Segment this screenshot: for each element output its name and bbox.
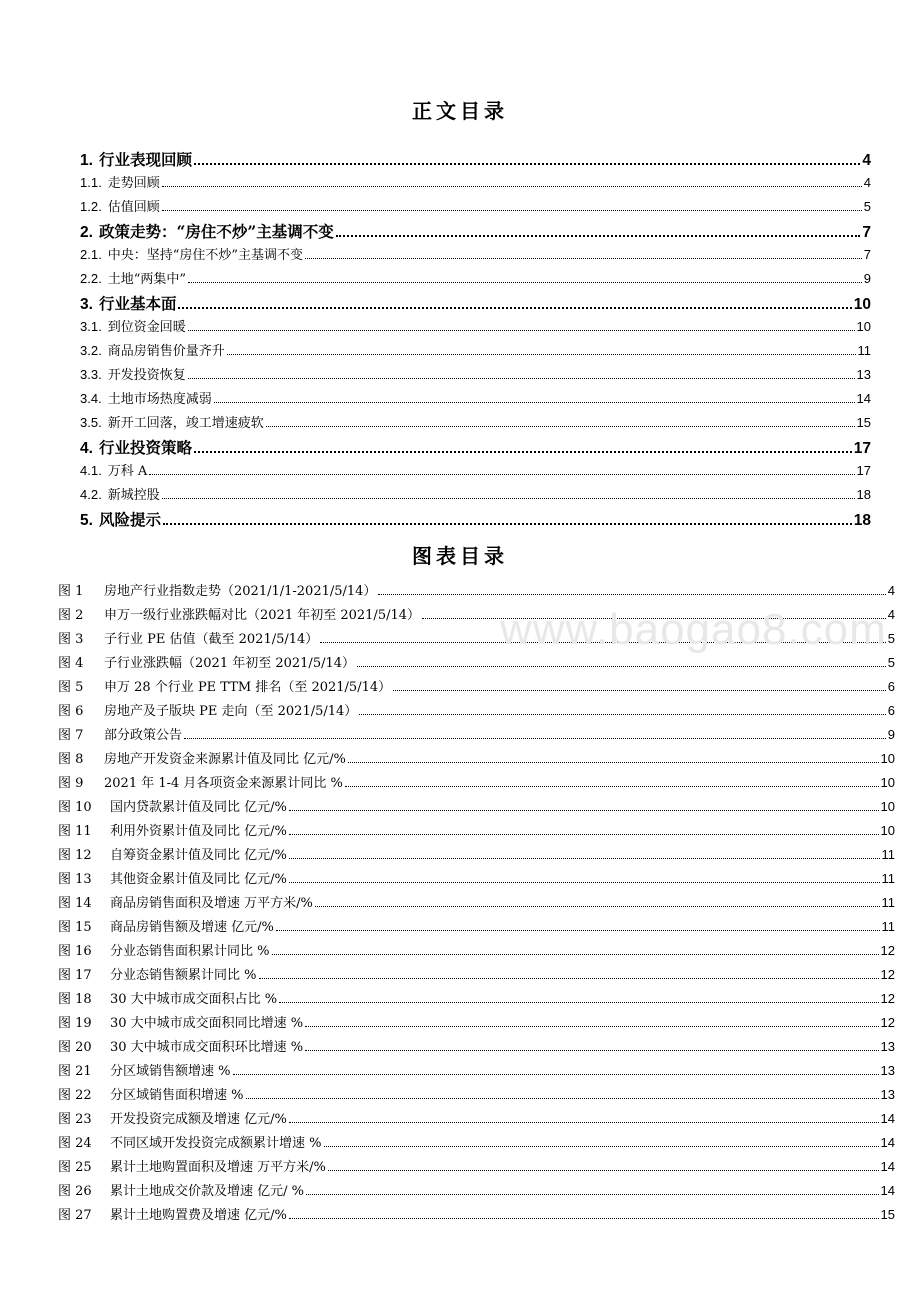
dot-leader (359, 714, 885, 715)
figure-page: 14 (880, 1159, 895, 1174)
dot-leader (289, 858, 880, 859)
figure-entry-label (58, 772, 343, 791)
figure-title: 商品房销售面积及增速 万平方米/% (110, 896, 313, 911)
dot-leader (188, 330, 855, 331)
figure-number: 图 12 (58, 848, 92, 863)
dot-leader (289, 882, 880, 883)
toc-entry-text: 土地市场热度减弱 (107, 392, 212, 407)
toc-entry[interactable] (80, 388, 871, 407)
dot-leader (324, 1146, 879, 1147)
dot-leader (305, 1026, 878, 1027)
toc-entry-number: 2.1. (80, 247, 102, 262)
figure-number: 图 11 (58, 824, 92, 839)
dot-leader (162, 210, 862, 211)
toc-entry-page: 4 (862, 152, 871, 169)
figure-number: 图 26 (58, 1184, 92, 1199)
figure-entry-label (58, 700, 357, 719)
toc-entry-page: 14 (856, 391, 871, 406)
figure-entry-label (58, 604, 420, 623)
dot-leader (276, 930, 880, 931)
dot-leader (194, 163, 860, 165)
toc-entry-page: 10 (856, 319, 871, 334)
toc-entry-label (80, 460, 147, 479)
figure-entry-label (58, 988, 277, 1007)
dot-leader (266, 426, 855, 427)
figure-title: 利用外资累计值及同比 亿元/% (110, 824, 287, 839)
toc-entry-number: 4.2. (80, 487, 102, 502)
figure-entry-label (58, 892, 313, 911)
dot-leader (289, 810, 879, 811)
dot-leader (163, 523, 852, 525)
toc-entry[interactable] (80, 244, 871, 263)
toc-entry-text: 土地“两集中” (107, 272, 186, 287)
toc-entry[interactable] (80, 292, 871, 314)
toc-entry-number: 3.2. (80, 343, 102, 358)
toc-entry[interactable] (80, 340, 871, 359)
figure-title: 30 大中城市成交面积环比增速 % (110, 1040, 304, 1055)
figure-entry-label (58, 1084, 244, 1103)
figure-page: 10 (880, 751, 895, 766)
toc-entry-page: 7 (862, 224, 871, 241)
toc-entry-page: 18 (856, 487, 871, 502)
figure-page: 13 (880, 1039, 895, 1054)
figure-title: 子行业涨跌幅（2021 年初至 2021/5/14） (104, 656, 356, 671)
figure-number: 图 25 (58, 1160, 92, 1175)
figure-entry-label (58, 940, 270, 959)
figure-number: 图 8 (58, 752, 84, 767)
dot-leader (184, 738, 886, 739)
figure-title: 申万 28 个行业 PE TTM 排名（至 2021/5/14） (104, 680, 392, 695)
figure-title: 自筹资金累计值及同比 亿元/% (110, 848, 287, 863)
dot-leader (357, 666, 886, 667)
toc-entry-label (80, 244, 303, 263)
figure-entry[interactable] (58, 844, 895, 863)
dot-leader (178, 307, 851, 309)
figure-entry-label (58, 652, 355, 671)
figure-title: 国内贷款累计值及同比 亿元/% (110, 800, 287, 815)
dot-leader (305, 1050, 878, 1051)
toc-entry-page: 17 (853, 440, 871, 457)
toc-entry[interactable] (80, 220, 871, 242)
figure-entry-label (58, 1204, 287, 1223)
dot-leader (315, 906, 880, 907)
toc-entry-page: 18 (853, 512, 871, 529)
toc-entry-label (80, 148, 192, 170)
figure-page: 12 (880, 943, 895, 958)
toc-entry-number: 2. (80, 224, 93, 241)
figure-entry-label (58, 1060, 231, 1079)
figure-entry-label (58, 628, 318, 647)
toc-entry[interactable] (80, 172, 871, 191)
toc-entry-page: 10 (853, 296, 871, 313)
toc-entry[interactable] (80, 484, 871, 503)
dot-leader (289, 1218, 879, 1219)
figure-title: 30 大中城市成交面积同比增速 % (110, 1016, 304, 1031)
toc-entry-label (80, 388, 212, 407)
toc-entry-label (80, 412, 264, 431)
dot-leader (289, 1122, 879, 1123)
figure-number: 图 23 (58, 1112, 92, 1127)
figure-number: 图 10 (58, 800, 92, 815)
figure-page: 6 (887, 679, 895, 694)
dot-leader (188, 378, 855, 379)
figure-title: 分业态销售面积累计同比 % (110, 944, 270, 959)
dot-leader (305, 258, 862, 259)
figure-entry[interactable] (58, 724, 895, 743)
figure-page: 15 (880, 1207, 895, 1222)
toc-entry-page: 7 (863, 247, 871, 262)
figure-title: 分业态销售额累计同比 % (110, 968, 257, 983)
figure-entry[interactable] (58, 676, 895, 695)
toc-entry-text: 新城控股 (107, 488, 160, 503)
toc-entry-text: 行业表现回顾 (98, 150, 192, 169)
figure-page: 4 (887, 607, 895, 622)
figure-page: 10 (880, 775, 895, 790)
figure-entry-label (58, 1036, 303, 1055)
toc-entry-number: 3.4. (80, 391, 102, 406)
figure-number: 图 22 (58, 1088, 92, 1103)
dot-leader (227, 354, 856, 355)
toc-entry-number: 3. (80, 296, 93, 313)
dot-leader (345, 786, 879, 787)
figure-entry-label (58, 1012, 303, 1031)
figure-page: 10 (880, 823, 895, 838)
figure-number: 图 24 (58, 1136, 92, 1151)
figure-page: 5 (887, 631, 895, 646)
figure-entry[interactable] (58, 1156, 895, 1175)
figure-number: 图 3 (58, 632, 84, 647)
toc-entry[interactable] (80, 364, 871, 383)
dot-leader (149, 474, 854, 475)
figure-page: 12 (880, 967, 895, 982)
figure-entry-label (58, 1156, 326, 1175)
figure-number: 图 13 (58, 872, 92, 887)
toc-entry-text: 走势回顾 (107, 176, 160, 191)
figure-entry[interactable] (58, 1012, 895, 1031)
toc-entry-label (80, 436, 192, 458)
figure-entry-label (58, 964, 257, 983)
figure-entry[interactable] (58, 1084, 895, 1103)
figure-number: 图 1 (58, 584, 84, 599)
dot-leader (328, 1170, 879, 1171)
dot-leader (162, 498, 855, 499)
toc-entry-number: 1.2. (80, 199, 102, 214)
toc-entry-number: 1.1. (80, 175, 102, 190)
figure-number: 图 14 (58, 896, 92, 911)
figure-number: 图 20 (58, 1040, 92, 1055)
dot-leader (393, 690, 886, 691)
toc-entry-text: 行业投资策略 (98, 438, 192, 457)
figure-entry-label (58, 748, 346, 767)
figure-number: 图 9 (58, 776, 84, 791)
dot-leader (289, 834, 879, 835)
figure-page: 14 (880, 1135, 895, 1150)
figure-entry[interactable] (58, 580, 895, 599)
figure-page: 11 (881, 895, 895, 910)
figure-page: 13 (880, 1063, 895, 1078)
figure-title: 房地产及子版块 PE 走向（至 2021/5/14） (104, 704, 358, 719)
toc-title: 正文目录 (412, 99, 508, 123)
dot-leader (378, 594, 885, 595)
watermark: www.baogao8.com (500, 605, 887, 654)
figure-page: 10 (880, 799, 895, 814)
toc-entry-text: 到位资金回暖 (107, 320, 186, 335)
toc-entry-text: 开发投资恢复 (107, 368, 186, 383)
toc-entry-number: 4.1. (80, 463, 102, 478)
figures-title: 图表目录 (412, 544, 508, 568)
toc-entry-text: 政策走势：“房住不炒”主基调不变 (98, 222, 334, 241)
toc-entry[interactable] (80, 436, 871, 458)
figure-number: 图 6 (58, 704, 84, 719)
figure-page: 9 (887, 727, 895, 742)
figure-number: 图 4 (58, 656, 84, 671)
dot-leader (194, 451, 852, 453)
dot-leader (306, 1194, 879, 1195)
figure-number: 图 15 (58, 920, 92, 935)
figure-entry[interactable] (58, 868, 895, 887)
toc-entry-page: 13 (856, 367, 871, 382)
dot-leader (279, 1002, 878, 1003)
toc-entry-page: 17 (856, 463, 871, 478)
toc-entry-text: 估值回顾 (107, 200, 160, 215)
figure-title: 房地产开发资金来源累计值及同比 亿元/% (104, 752, 346, 767)
toc-entry-label (80, 292, 176, 314)
figure-page: 4 (887, 583, 895, 598)
figure-entry-label (58, 1108, 287, 1127)
toc-entry-label (80, 196, 160, 215)
figure-page: 12 (880, 1015, 895, 1030)
toc-entry-label (80, 220, 334, 242)
figure-page: 5 (887, 655, 895, 670)
figure-number: 图 16 (58, 944, 92, 959)
figure-entry[interactable] (58, 916, 895, 935)
dot-leader (162, 186, 862, 187)
figure-number: 图 21 (58, 1064, 92, 1079)
figure-entry[interactable] (58, 748, 895, 767)
figure-entry-label (58, 580, 376, 599)
figure-title: 2021 年 1-4 月各项资金来源累计同比 % (104, 776, 343, 791)
figure-number: 图 27 (58, 1208, 92, 1223)
figure-title: 商品房销售额及增速 亿元/% (110, 920, 274, 935)
toc-entry-label (80, 508, 161, 530)
toc-entry-label (80, 268, 186, 287)
toc-entry-page: 9 (863, 271, 871, 286)
toc-entry[interactable] (80, 268, 871, 287)
figure-entry[interactable] (58, 1180, 895, 1199)
figure-entry[interactable] (58, 1108, 895, 1127)
figure-title: 其他资金累计值及同比 亿元/% (110, 872, 287, 887)
figure-page: 11 (881, 847, 895, 862)
dot-leader (246, 1098, 879, 1099)
figure-title: 分区域销售额增速 % (110, 1064, 231, 1079)
figure-title: 不同区域开发投资完成额累计增速 % (110, 1136, 322, 1151)
toc-entry-page: 4 (863, 175, 871, 190)
dot-leader (214, 402, 855, 403)
figure-entry-label (58, 1132, 322, 1151)
figure-entry[interactable] (58, 1204, 895, 1223)
toc-entry[interactable] (80, 316, 871, 335)
figure-title: 累计土地购置费及增速 亿元/% (110, 1208, 287, 1223)
figure-page: 11 (881, 871, 895, 886)
figure-page: 14 (880, 1111, 895, 1126)
figure-page: 13 (880, 1087, 895, 1102)
figure-title: 房地产行业指数走势（2021/1/1-2021/5/14） (104, 584, 377, 599)
toc-entry-label (80, 316, 186, 335)
toc-entry[interactable] (80, 412, 871, 431)
figure-entry[interactable] (58, 796, 895, 815)
figure-entry-label (58, 724, 182, 743)
toc-entry-page: 15 (856, 415, 871, 430)
dot-leader (233, 1074, 879, 1075)
dot-leader (272, 954, 879, 955)
figure-entry[interactable] (58, 892, 895, 911)
toc-entry-number: 3.3. (80, 367, 102, 382)
toc-entry-text: 中央：坚持“房住不炒”主基调不变 (107, 248, 303, 263)
figure-title: 30 大中城市成交面积占比 % (110, 992, 278, 1007)
figure-page: 12 (880, 991, 895, 1006)
dot-leader (336, 235, 861, 237)
figure-title: 累计土地成交价款及增速 亿元/ % (110, 1184, 304, 1199)
toc-entry-number: 3.1. (80, 319, 102, 334)
figure-title: 开发投资完成额及增速 亿元/% (110, 1112, 287, 1127)
figure-title: 子行业 PE 估值（截至 2021/5/14） (104, 632, 319, 647)
figure-entry-label (58, 820, 287, 839)
figure-entry[interactable] (58, 940, 895, 959)
figure-entry-label (58, 916, 274, 935)
figure-title: 部分政策公告 (104, 728, 183, 743)
toc-entry-label (80, 484, 160, 503)
toc-entry-text: 新开工回落，竣工增速疲软 (107, 416, 264, 431)
figure-number: 图 5 (58, 680, 84, 695)
toc-entry[interactable] (80, 148, 871, 170)
toc-entry-number: 3.5. (80, 415, 102, 430)
toc-entry-text: 万科 A (107, 464, 148, 479)
figure-page: 11 (881, 919, 895, 934)
toc-entry-number: 1. (80, 152, 93, 169)
toc-entry-text: 商品房销售价量齐升 (107, 344, 225, 359)
figure-title: 分区域销售面积增速 % (110, 1088, 244, 1103)
toc-entry[interactable] (80, 460, 871, 479)
toc-entry[interactable] (80, 508, 871, 530)
dot-leader (188, 282, 862, 283)
toc-entry-page: 11 (857, 343, 871, 358)
figure-number: 图 19 (58, 1016, 92, 1031)
figure-entry-label (58, 868, 287, 887)
figure-title: 累计土地购置面积及增速 万平方米/% (110, 1160, 326, 1175)
figure-page: 6 (887, 703, 895, 718)
figure-entry-label (58, 676, 391, 695)
figure-entry[interactable] (58, 772, 895, 791)
figure-number: 图 2 (58, 608, 84, 623)
figure-entry[interactable] (58, 1132, 895, 1151)
figure-entry[interactable] (58, 700, 895, 719)
figure-entry[interactable] (58, 1036, 895, 1055)
figure-entry-label (58, 844, 287, 863)
figure-entry[interactable] (58, 964, 895, 983)
toc-entry-label (80, 364, 186, 383)
figure-title: 申万一级行业涨跌幅对比（2021 年初至 2021/5/14） (104, 608, 421, 623)
figure-page: 14 (880, 1183, 895, 1198)
figure-number: 图 7 (58, 728, 84, 743)
figure-number: 图 18 (58, 992, 92, 1007)
dot-leader (259, 978, 879, 979)
figure-number: 图 17 (58, 968, 92, 983)
toc-entry-number: 4. (80, 440, 93, 457)
toc-entry-text: 风险提示 (98, 510, 161, 529)
figure-entry[interactable] (58, 988, 895, 1007)
toc-entry-number: 2.2. (80, 271, 102, 286)
dot-leader (348, 762, 879, 763)
toc-entry-number: 5. (80, 512, 93, 529)
toc-entry-text: 行业基本面 (98, 294, 177, 313)
figure-entry[interactable] (58, 1060, 895, 1079)
toc-entry-label (80, 340, 225, 359)
toc-entry-label (80, 172, 160, 191)
figure-entry[interactable] (58, 820, 895, 839)
toc-entry[interactable] (80, 196, 871, 215)
figure-entry-label (58, 796, 287, 815)
figure-entry-label (58, 1180, 304, 1199)
toc-entry-page: 5 (863, 199, 871, 214)
